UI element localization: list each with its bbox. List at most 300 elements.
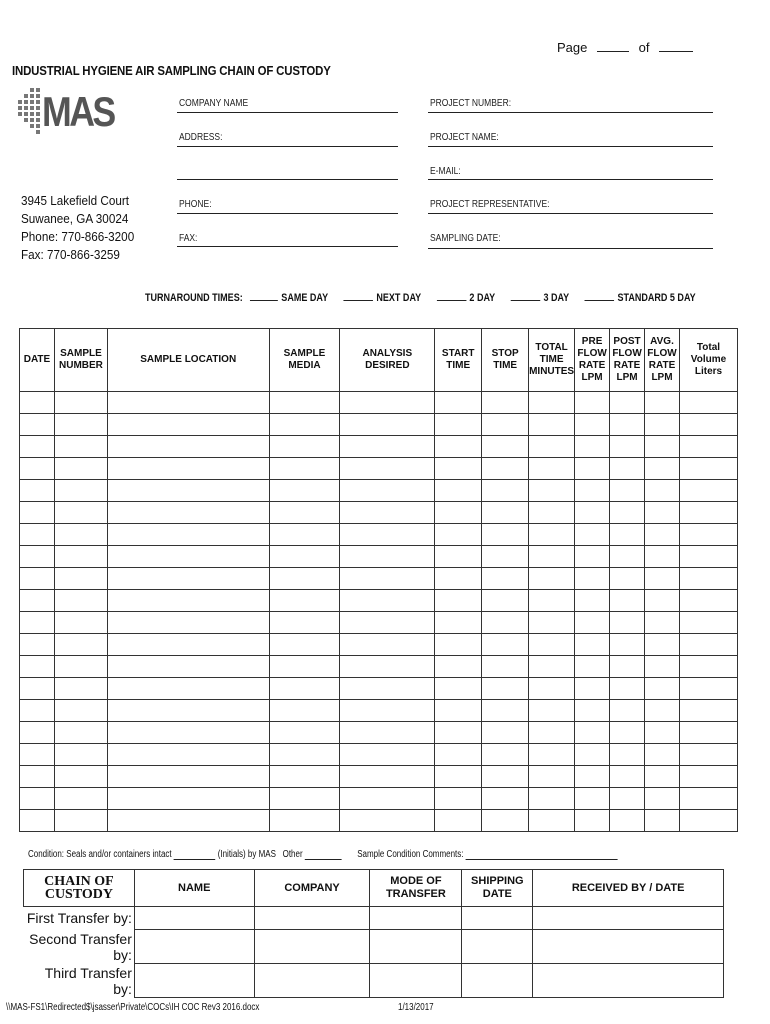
- table-cell[interactable]: [435, 546, 482, 568]
- table-cell[interactable]: [482, 656, 529, 678]
- table-cell[interactable]: [645, 700, 680, 722]
- custody-cell[interactable]: [134, 930, 254, 964]
- table-cell[interactable]: [269, 590, 340, 612]
- page-number-blank[interactable]: [597, 51, 629, 52]
- table-cell[interactable]: [482, 810, 529, 832]
- standard-5-day-blank[interactable]: [585, 300, 615, 301]
- custody-cell[interactable]: [254, 964, 370, 998]
- coc-header-mode: MODE OF TRANSFER: [370, 870, 462, 907]
- table-cell[interactable]: [340, 502, 435, 524]
- table-cell[interactable]: [107, 788, 269, 810]
- other-input[interactable]: [305, 859, 342, 860]
- comments-input[interactable]: [466, 859, 618, 860]
- table-cell[interactable]: [435, 678, 482, 700]
- table-cell[interactable]: [20, 590, 55, 612]
- table-cell[interactable]: [269, 700, 340, 722]
- company-fax: Fax: 770-866-3259: [21, 247, 120, 262]
- table-row: [20, 568, 738, 590]
- table-cell[interactable]: [645, 458, 680, 480]
- turnaround-standard-5-day: STANDARD 5 DAY: [617, 292, 696, 304]
- project-name-label: PROJECT NAME:: [430, 132, 499, 143]
- table-cell[interactable]: [575, 810, 610, 832]
- table-cell[interactable]: [680, 458, 738, 480]
- table-cell[interactable]: [435, 392, 482, 414]
- table-row: [20, 700, 738, 722]
- table-cell[interactable]: [610, 634, 645, 656]
- table-cell[interactable]: [20, 480, 55, 502]
- table-cell[interactable]: [610, 612, 645, 634]
- table-cell[interactable]: [269, 612, 340, 634]
- table-cell[interactable]: [20, 546, 55, 568]
- table-cell[interactable]: [575, 568, 610, 590]
- table-cell[interactable]: [680, 810, 738, 832]
- custody-cell[interactable]: [134, 907, 254, 930]
- custody-cell[interactable]: [370, 907, 462, 930]
- table-cell[interactable]: [575, 766, 610, 788]
- table-cell[interactable]: [610, 656, 645, 678]
- table-cell[interactable]: [575, 722, 610, 744]
- table-cell[interactable]: [482, 678, 529, 700]
- turnaround-times: [145, 292, 696, 304]
- table-row: [20, 766, 738, 788]
- table-cell[interactable]: [107, 480, 269, 502]
- table-cell[interactable]: [269, 788, 340, 810]
- table-cell[interactable]: [529, 568, 575, 590]
- table-cell[interactable]: [610, 568, 645, 590]
- table-cell[interactable]: [107, 392, 269, 414]
- table-cell[interactable]: [529, 480, 575, 502]
- table-cell[interactable]: [435, 612, 482, 634]
- table-cell[interactable]: [435, 436, 482, 458]
- table-cell[interactable]: [107, 458, 269, 480]
- table-cell[interactable]: [575, 700, 610, 722]
- table-cell[interactable]: [20, 436, 55, 458]
- table-row: [20, 722, 738, 744]
- table-cell[interactable]: [482, 458, 529, 480]
- table-cell[interactable]: [482, 590, 529, 612]
- table-cell[interactable]: [435, 634, 482, 656]
- table-cell[interactable]: [107, 502, 269, 524]
- table-cell[interactable]: [54, 810, 107, 832]
- table-cell[interactable]: [269, 392, 340, 414]
- table-cell[interactable]: [680, 414, 738, 436]
- table-cell[interactable]: [645, 678, 680, 700]
- table-cell[interactable]: [435, 700, 482, 722]
- table-cell[interactable]: [20, 656, 55, 678]
- table-cell[interactable]: [575, 634, 610, 656]
- table-cell[interactable]: [340, 458, 435, 480]
- table-cell[interactable]: [482, 722, 529, 744]
- table-cell[interactable]: [20, 392, 55, 414]
- custody-cell[interactable]: [370, 964, 462, 998]
- table-cell[interactable]: [340, 480, 435, 502]
- table-cell[interactable]: [482, 414, 529, 436]
- table-cell[interactable]: [54, 502, 107, 524]
- project-number-input[interactable]: [428, 112, 713, 113]
- address-input-line-2[interactable]: [177, 179, 398, 180]
- table-cell[interactable]: [645, 744, 680, 766]
- table-cell[interactable]: [269, 744, 340, 766]
- table-cell[interactable]: [482, 546, 529, 568]
- table-cell[interactable]: [340, 392, 435, 414]
- project-rep-input[interactable]: [428, 213, 713, 214]
- table-cell[interactable]: [435, 788, 482, 810]
- table-cell[interactable]: [20, 678, 55, 700]
- custody-cell[interactable]: [462, 930, 533, 964]
- table-cell[interactable]: [529, 524, 575, 546]
- table-cell[interactable]: [340, 766, 435, 788]
- table-cell[interactable]: [529, 788, 575, 810]
- custody-cell[interactable]: [370, 930, 462, 964]
- table-cell[interactable]: [340, 568, 435, 590]
- table-cell[interactable]: [529, 810, 575, 832]
- table-cell[interactable]: [269, 722, 340, 744]
- table-row: [20, 392, 738, 414]
- table-cell[interactable]: [645, 546, 680, 568]
- table-cell[interactable]: [435, 744, 482, 766]
- sampling-date-input[interactable]: [428, 248, 713, 249]
- table-cell[interactable]: [575, 546, 610, 568]
- custody-cell[interactable]: [533, 907, 724, 930]
- table-cell[interactable]: [54, 458, 107, 480]
- table-cell[interactable]: [107, 722, 269, 744]
- table-cell[interactable]: [610, 436, 645, 458]
- table-cell[interactable]: [482, 700, 529, 722]
- custody-cell[interactable]: [254, 907, 370, 930]
- table-cell[interactable]: [54, 590, 107, 612]
- table-cell[interactable]: [529, 634, 575, 656]
- table-cell[interactable]: [680, 612, 738, 634]
- table-cell[interactable]: [107, 700, 269, 722]
- table-cell[interactable]: [340, 744, 435, 766]
- custody-cell[interactable]: [462, 964, 533, 998]
- table-cell[interactable]: [340, 788, 435, 810]
- table-cell[interactable]: [54, 392, 107, 414]
- table-cell[interactable]: [575, 502, 610, 524]
- table-cell[interactable]: [482, 612, 529, 634]
- table-cell[interactable]: [340, 590, 435, 612]
- table-cell[interactable]: [610, 744, 645, 766]
- table-cell[interactable]: [645, 810, 680, 832]
- table-cell[interactable]: [680, 744, 738, 766]
- table-cell[interactable]: [107, 744, 269, 766]
- table-cell[interactable]: [482, 436, 529, 458]
- table-cell[interactable]: [529, 590, 575, 612]
- table-cell[interactable]: [645, 656, 680, 678]
- table-cell[interactable]: [645, 502, 680, 524]
- table-cell[interactable]: [645, 524, 680, 546]
- table-cell[interactable]: [340, 656, 435, 678]
- table-cell[interactable]: [340, 524, 435, 546]
- table-cell[interactable]: [54, 700, 107, 722]
- table-cell[interactable]: [54, 546, 107, 568]
- table-cell[interactable]: [269, 436, 340, 458]
- table-cell[interactable]: [54, 480, 107, 502]
- table-cell[interactable]: [680, 678, 738, 700]
- table-cell[interactable]: [645, 766, 680, 788]
- table-cell[interactable]: [340, 414, 435, 436]
- custody-row-label: First Transfer by:: [26, 910, 132, 927]
- table-cell[interactable]: [107, 414, 269, 436]
- table-cell[interactable]: [20, 810, 55, 832]
- table-cell[interactable]: [482, 788, 529, 810]
- table-cell[interactable]: [645, 414, 680, 436]
- table-cell[interactable]: [610, 392, 645, 414]
- table-cell[interactable]: [529, 546, 575, 568]
- table-cell[interactable]: [680, 656, 738, 678]
- table-cell[interactable]: [20, 744, 55, 766]
- table-cell[interactable]: [107, 678, 269, 700]
- table-cell[interactable]: [107, 436, 269, 458]
- table-cell[interactable]: [575, 414, 610, 436]
- table-cell[interactable]: [529, 700, 575, 722]
- table-cell[interactable]: [269, 810, 340, 832]
- table-cell[interactable]: [107, 634, 269, 656]
- table-cell[interactable]: [610, 722, 645, 744]
- table-cell[interactable]: [54, 414, 107, 436]
- table-cell[interactable]: [340, 810, 435, 832]
- table-cell[interactable]: [680, 634, 738, 656]
- table-cell[interactable]: [645, 722, 680, 744]
- table-cell[interactable]: [529, 678, 575, 700]
- table-cell[interactable]: [340, 634, 435, 656]
- custody-row: [24, 907, 724, 930]
- custody-cell[interactable]: [254, 930, 370, 964]
- table-cell[interactable]: [610, 766, 645, 788]
- table-cell[interactable]: [435, 656, 482, 678]
- three-day-blank[interactable]: [511, 300, 541, 301]
- table-cell[interactable]: [680, 524, 738, 546]
- table-cell[interactable]: [575, 480, 610, 502]
- table-cell[interactable]: [645, 612, 680, 634]
- table-cell[interactable]: [54, 744, 107, 766]
- table-cell[interactable]: [482, 634, 529, 656]
- table-cell[interactable]: [435, 524, 482, 546]
- table-cell[interactable]: [529, 502, 575, 524]
- table-cell[interactable]: [340, 700, 435, 722]
- email-input[interactable]: [428, 179, 713, 180]
- page-total-blank[interactable]: [659, 51, 693, 52]
- table-cell[interactable]: [435, 766, 482, 788]
- custody-cell[interactable]: [533, 930, 724, 964]
- table-cell[interactable]: [107, 524, 269, 546]
- table-cell[interactable]: [575, 590, 610, 612]
- table-row: [20, 634, 738, 656]
- table-cell[interactable]: [340, 612, 435, 634]
- table-cell[interactable]: [529, 414, 575, 436]
- table-cell[interactable]: [269, 568, 340, 590]
- table-cell[interactable]: [54, 766, 107, 788]
- sample-condition-line: [28, 849, 618, 860]
- table-cell[interactable]: [575, 744, 610, 766]
- table-cell[interactable]: [20, 700, 55, 722]
- fax-input[interactable]: [177, 246, 398, 247]
- table-cell[interactable]: [482, 766, 529, 788]
- table-cell[interactable]: [575, 392, 610, 414]
- table-cell[interactable]: [340, 678, 435, 700]
- table-cell[interactable]: [610, 678, 645, 700]
- table-cell[interactable]: [610, 502, 645, 524]
- next-day-blank[interactable]: [344, 300, 374, 301]
- table-cell[interactable]: [435, 480, 482, 502]
- table-cell[interactable]: [482, 502, 529, 524]
- table-cell[interactable]: [269, 678, 340, 700]
- table-cell[interactable]: [269, 656, 340, 678]
- table-cell[interactable]: [610, 546, 645, 568]
- table-cell[interactable]: [680, 436, 738, 458]
- table-cell[interactable]: [610, 480, 645, 502]
- table-cell[interactable]: [107, 766, 269, 788]
- table-cell[interactable]: [680, 568, 738, 590]
- table-cell[interactable]: [54, 634, 107, 656]
- table-cell[interactable]: [529, 612, 575, 634]
- table-cell[interactable]: [20, 722, 55, 744]
- table-cell[interactable]: [107, 568, 269, 590]
- table-row: [20, 590, 738, 612]
- chain-of-custody-title: CHAIN OF CUSTODY: [24, 870, 135, 907]
- table-cell[interactable]: [482, 524, 529, 546]
- table-cell[interactable]: [340, 436, 435, 458]
- table-cell[interactable]: [269, 480, 340, 502]
- table-cell[interactable]: [680, 590, 738, 612]
- same-day-blank[interactable]: [250, 300, 278, 301]
- table-cell[interactable]: [680, 502, 738, 524]
- table-cell[interactable]: [680, 700, 738, 722]
- table-cell[interactable]: [435, 502, 482, 524]
- table-cell[interactable]: [645, 590, 680, 612]
- table-cell[interactable]: [340, 546, 435, 568]
- custody-cell[interactable]: [533, 964, 724, 998]
- coc-header-received: RECEIVED BY / DATE: [533, 870, 724, 907]
- table-cell[interactable]: [54, 788, 107, 810]
- table-cell[interactable]: [610, 700, 645, 722]
- table-cell[interactable]: [610, 414, 645, 436]
- table-cell[interactable]: [269, 502, 340, 524]
- table-cell[interactable]: [529, 766, 575, 788]
- table-cell[interactable]: [645, 392, 680, 414]
- table-cell[interactable]: [107, 546, 269, 568]
- table-cell[interactable]: [575, 678, 610, 700]
- table-cell[interactable]: [20, 634, 55, 656]
- table-cell[interactable]: [435, 458, 482, 480]
- table-cell[interactable]: [340, 722, 435, 744]
- table-cell[interactable]: [20, 788, 55, 810]
- table-cell[interactable]: [54, 656, 107, 678]
- table-cell[interactable]: [645, 568, 680, 590]
- table-cell[interactable]: [680, 546, 738, 568]
- table-cell[interactable]: [645, 436, 680, 458]
- table-cell[interactable]: [610, 524, 645, 546]
- table-cell[interactable]: [107, 810, 269, 832]
- project-number-label: PROJECT NUMBER:: [430, 98, 512, 109]
- seals-initials-input[interactable]: [174, 859, 216, 860]
- table-cell[interactable]: [575, 524, 610, 546]
- table-cell[interactable]: [20, 524, 55, 546]
- table-cell[interactable]: [269, 634, 340, 656]
- table-cell[interactable]: [54, 436, 107, 458]
- table-cell[interactable]: [645, 480, 680, 502]
- table-cell[interactable]: [529, 436, 575, 458]
- table-cell[interactable]: [54, 678, 107, 700]
- table-cell[interactable]: [435, 414, 482, 436]
- table-cell[interactable]: [645, 788, 680, 810]
- coc-header-shipping: SHIPPING DATE: [462, 870, 533, 907]
- footer-date: 1/13/2017: [398, 1002, 434, 1013]
- table-cell[interactable]: [107, 612, 269, 634]
- table-cell[interactable]: [610, 788, 645, 810]
- table-row: [20, 524, 738, 546]
- table-cell[interactable]: [54, 524, 107, 546]
- table-cell[interactable]: [20, 502, 55, 524]
- two-day-blank[interactable]: [437, 300, 467, 301]
- table-cell[interactable]: [20, 568, 55, 590]
- table-cell[interactable]: [20, 766, 55, 788]
- table-cell[interactable]: [680, 766, 738, 788]
- table-cell[interactable]: [482, 568, 529, 590]
- table-cell[interactable]: [435, 722, 482, 744]
- table-cell[interactable]: [680, 788, 738, 810]
- table-cell[interactable]: [269, 414, 340, 436]
- table-cell[interactable]: [435, 810, 482, 832]
- table-cell[interactable]: [529, 722, 575, 744]
- table-cell[interactable]: [575, 788, 610, 810]
- table-cell[interactable]: [610, 458, 645, 480]
- table-cell[interactable]: [610, 810, 645, 832]
- table-cell[interactable]: [680, 722, 738, 744]
- table-cell[interactable]: [54, 612, 107, 634]
- other-label: Other: [282, 849, 303, 860]
- phone-input[interactable]: [177, 213, 398, 214]
- table-cell[interactable]: [529, 744, 575, 766]
- table-cell[interactable]: [645, 634, 680, 656]
- sample-header-10: AVG. FLOW RATE LPM: [645, 329, 680, 392]
- table-cell[interactable]: [54, 568, 107, 590]
- table-cell[interactable]: [529, 392, 575, 414]
- table-cell[interactable]: [575, 656, 610, 678]
- table-cell[interactable]: [610, 590, 645, 612]
- custody-cell[interactable]: [462, 907, 533, 930]
- table-cell[interactable]: [269, 458, 340, 480]
- table-cell[interactable]: [20, 414, 55, 436]
- table-cell[interactable]: [529, 458, 575, 480]
- table-cell[interactable]: [107, 656, 269, 678]
- table-cell[interactable]: [575, 612, 610, 634]
- table-cell[interactable]: [20, 612, 55, 634]
- custody-cell[interactable]: [134, 964, 254, 998]
- address-input[interactable]: [177, 146, 398, 147]
- project-name-input[interactable]: [428, 146, 713, 147]
- table-cell[interactable]: [575, 436, 610, 458]
- company-name-input[interactable]: [177, 112, 398, 113]
- table-cell[interactable]: [107, 590, 269, 612]
- table-cell[interactable]: [482, 744, 529, 766]
- table-cell[interactable]: [482, 480, 529, 502]
- table-cell[interactable]: [20, 458, 55, 480]
- sample-table: [19, 328, 738, 832]
- table-cell[interactable]: [680, 392, 738, 414]
- table-cell[interactable]: [269, 546, 340, 568]
- table-cell[interactable]: [529, 656, 575, 678]
- table-cell[interactable]: [54, 722, 107, 744]
- table-cell[interactable]: [575, 458, 610, 480]
- table-cell[interactable]: [680, 480, 738, 502]
- table-cell[interactable]: [435, 568, 482, 590]
- table-cell[interactable]: [482, 392, 529, 414]
- table-cell[interactable]: [269, 524, 340, 546]
- table-cell[interactable]: [435, 590, 482, 612]
- table-cell[interactable]: [269, 766, 340, 788]
- seals-label: Condition: Seals and/or containers intact: [28, 849, 172, 860]
